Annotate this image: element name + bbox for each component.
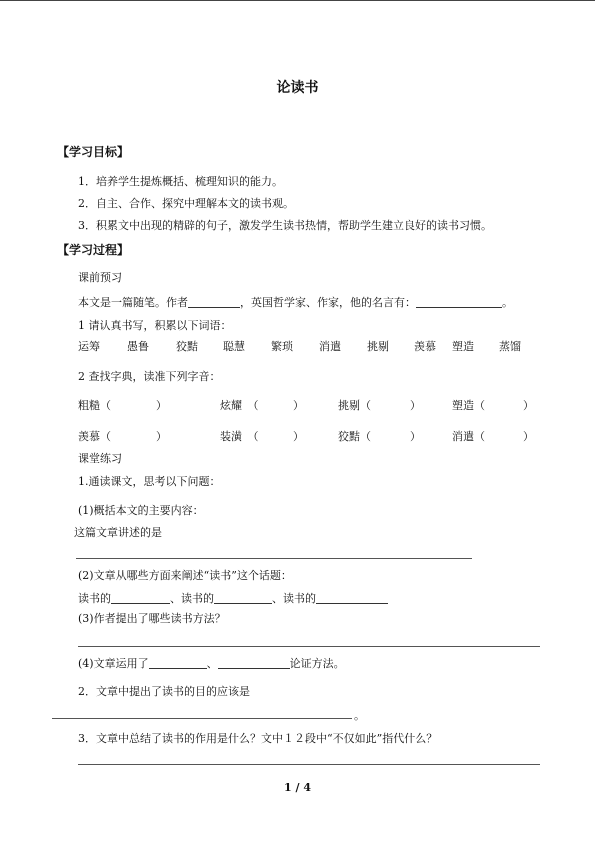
question-2-end: 。 bbox=[354, 709, 365, 722]
fill-blank[interactable] bbox=[218, 657, 290, 669]
author-blank[interactable] bbox=[188, 296, 240, 308]
word-item: 挑剔 bbox=[367, 340, 389, 353]
intro-part1: 本文是一篇随笔。作者 bbox=[78, 296, 188, 309]
class-label: 课堂练习 bbox=[78, 452, 122, 465]
pinyin-close: ） bbox=[523, 399, 534, 412]
dict-instruction: 2 查找字典，读准下列字音： bbox=[78, 370, 221, 383]
intro-part3: 。 bbox=[502, 296, 513, 309]
answer-line[interactable] bbox=[76, 558, 472, 559]
pinyin-close: ） bbox=[156, 430, 167, 443]
word-item: 繁琐 bbox=[271, 340, 293, 353]
q14-c: 论证方法。 bbox=[289, 657, 345, 670]
question-1-1-answer: 这篇文章讲述的是 bbox=[74, 526, 162, 539]
intro-sentence bbox=[78, 296, 513, 308]
word-item: 羡慕 bbox=[414, 340, 436, 353]
page-number: 1 / 4 bbox=[284, 781, 311, 794]
word-item: 消遣 bbox=[319, 340, 341, 353]
word-item: 运筹 bbox=[78, 340, 100, 353]
pinyin-close: ） bbox=[523, 430, 534, 443]
word-item: 蒸馏 bbox=[499, 340, 521, 353]
fill-blank[interactable] bbox=[214, 592, 272, 604]
pinyin-close: ） bbox=[410, 399, 421, 412]
q14-a: (4)文章运用了 bbox=[78, 657, 149, 670]
question-1: 1.通读课文，思考以下问题： bbox=[78, 475, 221, 488]
pinyin-word: 粗糙（ bbox=[78, 399, 111, 412]
word-item: 聪慧 bbox=[223, 340, 245, 353]
objective-item: 3．积累文中出现的精辟的句子，激发学生读书热情，帮助学生建立良好的读书习惯。 bbox=[78, 219, 492, 232]
answer-line[interactable] bbox=[78, 764, 540, 765]
question-1-4 bbox=[78, 657, 345, 669]
process-heading: 【学习过程】 bbox=[57, 243, 130, 257]
header-rule bbox=[0, 0, 595, 1]
pinyin-close: ） bbox=[293, 399, 304, 412]
fill-blank[interactable] bbox=[149, 657, 207, 669]
answer-line[interactable] bbox=[52, 718, 352, 719]
pinyin-word: 狡黠（ bbox=[338, 430, 371, 443]
objective-item: 1．培养学生提炼概括、梳理知识的能力。 bbox=[78, 175, 283, 188]
objectives-heading: 【学习目标】 bbox=[57, 145, 130, 159]
page-title: 论读书 bbox=[276, 80, 319, 96]
word-item: 塑造 bbox=[452, 340, 474, 353]
answer-line[interactable] bbox=[78, 646, 540, 647]
pinyin-word: 装潢 （ bbox=[220, 430, 259, 443]
fill-c: 、读书的 bbox=[272, 592, 316, 605]
pinyin-word: 消遣（ bbox=[452, 430, 485, 443]
word-item: 愚鲁 bbox=[127, 340, 149, 353]
question-1-1: (1)概括本文的主要内容： bbox=[78, 504, 204, 517]
pinyin-close: ） bbox=[410, 430, 421, 443]
quote-blank[interactable] bbox=[416, 296, 502, 308]
intro-part2: ，英国哲学家、作家，他的名言有： bbox=[240, 296, 416, 309]
question-1-2-fill bbox=[78, 592, 388, 604]
words-instruction: 1 请认真书写，积累以下词语： bbox=[78, 319, 232, 332]
preview-label: 课前预习 bbox=[78, 271, 122, 284]
question-1-3: (3)作者提出了哪些读书方法？ bbox=[78, 612, 226, 625]
fill-a: 读书的 bbox=[78, 592, 111, 605]
pinyin-word: 炫耀 （ bbox=[220, 399, 259, 412]
pinyin-close: ） bbox=[293, 430, 304, 443]
pinyin-word: 羡慕（ bbox=[78, 430, 111, 443]
fill-blank[interactable] bbox=[111, 592, 170, 604]
pinyin-word: 挑剔（ bbox=[338, 399, 371, 412]
word-item: 狡黠 bbox=[176, 340, 198, 353]
question-1-2: (2)文章从哪些方面来阐述“读书”这个话题： bbox=[78, 569, 292, 582]
pinyin-close: ） bbox=[156, 399, 167, 412]
pinyin-word: 塑造（ bbox=[452, 399, 485, 412]
fill-b: 、读书的 bbox=[170, 592, 214, 605]
fill-blank[interactable] bbox=[316, 592, 388, 604]
question-3: 3．文章中总结了读书的作用是什么？文中１２段中“不仅如此”指代什么？ bbox=[78, 732, 438, 745]
q14-b: 、 bbox=[206, 657, 218, 670]
objective-item: 2．自主、合作、探究中理解本文的读书观。 bbox=[78, 197, 294, 210]
question-2: 2．文章中提出了读书的目的应该是 bbox=[78, 685, 250, 698]
